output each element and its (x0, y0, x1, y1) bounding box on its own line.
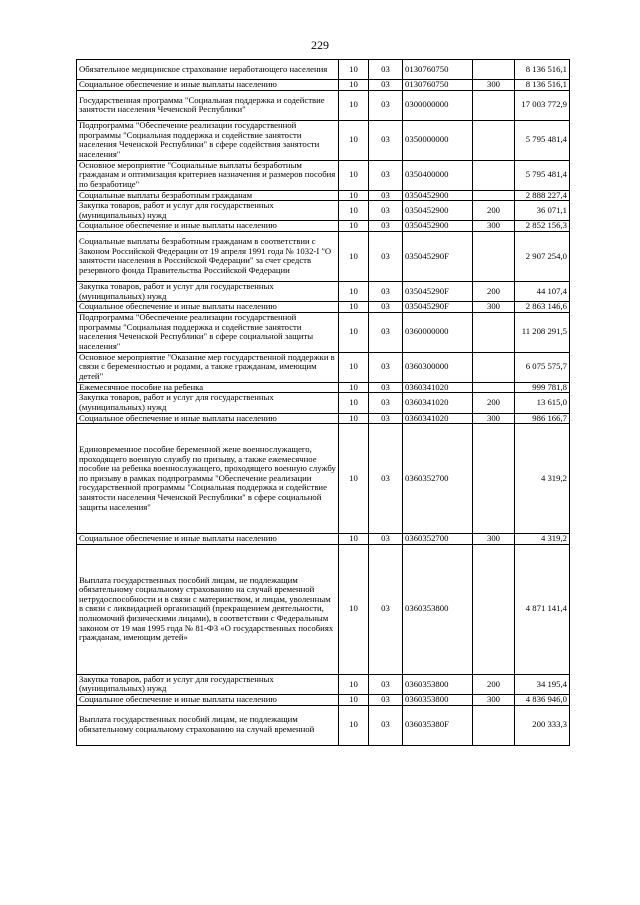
section-code-cell: 10 (339, 544, 369, 674)
subsection-code-cell: 03 (369, 80, 403, 91)
expense-type-code-cell (473, 352, 515, 382)
target-article-code-cell: 0350400000 (403, 160, 473, 190)
item-name-cell: Государственная программа "Социальная поддержка и содействие занятости населения Чеченской Республики" (77, 90, 339, 120)
subsection-code-cell: 03 (369, 302, 403, 313)
expense-type-code-cell (473, 90, 515, 120)
subsection-code-cell: 03 (369, 60, 403, 80)
amount-cell: 8 136 516,1 (515, 60, 570, 80)
amount-cell: 4 836 946,0 (515, 694, 570, 705)
expense-type-code-cell: 200 (473, 201, 515, 221)
expense-type-code-cell (473, 705, 515, 745)
item-name-cell: Социальное обеспечение и иные выплаты населению (77, 221, 339, 232)
expense-type-code-cell: 200 (473, 281, 515, 301)
subsection-code-cell: 03 (369, 221, 403, 232)
item-name-cell: Основное мероприятие "Оказание мер государственной поддержки в связи с беременностью и родами, а также гражданам, имеющим детей" (77, 352, 339, 382)
amount-cell: 36 071,1 (515, 201, 570, 221)
budget-table-body (77, 60, 570, 746)
amount-cell: 2 888 227,4 (515, 190, 570, 201)
item-name-cell: Социальное обеспечение и иные выплаты населению (77, 80, 339, 91)
section-code-cell: 10 (339, 312, 369, 352)
subsection-code-cell: 03 (369, 231, 403, 281)
expense-type-code-cell (473, 424, 515, 534)
section-code-cell: 10 (339, 80, 369, 91)
target-article-code-cell: 0360353800 (403, 674, 473, 694)
item-name-cell: Подпрограмма "Обеспечение реализации государственной программы "Социальная поддержка и содействие занятости населения Чеченской Республики" в сфере содействия занятости населения" (77, 120, 339, 160)
subsection-code-cell: 03 (369, 281, 403, 301)
section-code-cell: 10 (339, 413, 369, 424)
expense-type-code-cell (473, 544, 515, 674)
section-code-cell: 10 (339, 90, 369, 120)
amount-cell: 2 863 146,6 (515, 302, 570, 313)
section-code-cell: 10 (339, 393, 369, 413)
table-row (77, 352, 570, 382)
section-code-cell: 10 (339, 674, 369, 694)
item-name-cell: Социальное обеспечение и иные выплаты населению (77, 694, 339, 705)
target-article-code-cell: 035045290F (403, 231, 473, 281)
subsection-code-cell: 03 (369, 201, 403, 221)
amount-cell: 17 003 772,9 (515, 90, 570, 120)
target-article-code-cell: 0360341020 (403, 413, 473, 424)
table-row (77, 382, 570, 393)
subsection-code-cell: 03 (369, 382, 403, 393)
target-article-code-cell: 035045290F (403, 302, 473, 313)
item-name-cell: Социальные выплаты безработным гражданам в соответствии с Законом Российской Федерации от 19 апреля 1991 года № 1032-I "О занятости населения в Российской Федерации" за счет средств резервного фонда Правительства Российской Федерации (77, 231, 339, 281)
target-article-code-cell: 0360353800 (403, 694, 473, 705)
item-name-cell: Ежемесячное пособие на ребенка (77, 382, 339, 393)
item-name-cell: Закупка товаров, работ и услуг для государственных (муниципальных) нужд (77, 281, 339, 301)
item-name-cell: Подпрограмма "Обеспечение реализации государственной программы "Социальная поддержка и содействие занятости населения Чеченской Республики" в сфере социальной защиты населения" (77, 312, 339, 352)
table-row (77, 393, 570, 413)
table-row (77, 90, 570, 120)
item-name-cell: Социальное обеспечение и иные выплаты населению (77, 413, 339, 424)
subsection-code-cell: 03 (369, 312, 403, 352)
amount-cell: 34 195,4 (515, 674, 570, 694)
target-article-code-cell: 0360300000 (403, 352, 473, 382)
table-row (77, 281, 570, 301)
item-name-cell: Обязательное медицинское страхование неработающего населения (77, 60, 339, 80)
amount-cell: 8 136 516,1 (515, 80, 570, 91)
expense-type-code-cell: 300 (473, 221, 515, 232)
amount-cell: 13 615,0 (515, 393, 570, 413)
expense-type-code-cell (473, 312, 515, 352)
target-article-code-cell: 0360352700 (403, 424, 473, 534)
section-code-cell: 10 (339, 160, 369, 190)
subsection-code-cell: 03 (369, 120, 403, 160)
subsection-code-cell: 03 (369, 90, 403, 120)
table-row (77, 60, 570, 80)
subsection-code-cell: 03 (369, 694, 403, 705)
table-row (77, 705, 570, 745)
amount-cell: 11 208 291,5 (515, 312, 570, 352)
item-name-cell: Закупка товаров, работ и услуг для государственных (муниципальных) нужд (77, 674, 339, 694)
item-name-cell: Социальное обеспечение и иные выплаты населению (77, 302, 339, 313)
subsection-code-cell: 03 (369, 190, 403, 201)
subsection-code-cell: 03 (369, 352, 403, 382)
expense-type-code-cell (473, 231, 515, 281)
table-row (77, 413, 570, 424)
item-name-cell: Выплата государственных пособий лицам, не подлежащим обязательному социальному страхованию на случай временной нетрудоспособности и в связи с материнством, и лицам, уволенным в связи с ликвидацией организаций (прекращением деятельности, полномочий физическими лицами), в соответствии с Федеральным законом от 19 мая 1995 года № 81-ФЗ «О государственных пособиях гражданам, имеющим детей» (77, 544, 339, 674)
table-row (77, 534, 570, 545)
item-name-cell: Закупка товаров, работ и услуг для государственных (муниципальных) нужд (77, 201, 339, 221)
table-row (77, 201, 570, 221)
table-row (77, 160, 570, 190)
target-article-code-cell: 0360341020 (403, 393, 473, 413)
expense-type-code-cell (473, 120, 515, 160)
amount-cell: 999 781,8 (515, 382, 570, 393)
amount-cell: 2 852 156,3 (515, 221, 570, 232)
section-code-cell: 10 (339, 201, 369, 221)
subsection-code-cell: 03 (369, 534, 403, 545)
expense-type-code-cell (473, 160, 515, 190)
item-name-cell: Единовременное пособие беременной жене военнослужащего, проходящего военную службу по призыву, а также ежемесячное пособие на ребенка военнослужащего, проходящего военную службу по призыву в рамках подпрограммы "Обеспечение реализации государственной программы "Социальная поддержка и содействие занятости населения Чеченской Республики" в сфере социальной защиты населения" (77, 424, 339, 534)
amount-cell: 5 795 481,4 (515, 120, 570, 160)
expense-type-code-cell (473, 190, 515, 201)
table-row (77, 80, 570, 91)
subsection-code-cell: 03 (369, 544, 403, 674)
subsection-code-cell: 03 (369, 424, 403, 534)
table-row (77, 221, 570, 232)
table-row (77, 312, 570, 352)
amount-cell: 44 107,4 (515, 281, 570, 301)
subsection-code-cell: 03 (369, 393, 403, 413)
target-article-code-cell: 0130760750 (403, 60, 473, 80)
section-code-cell: 10 (339, 120, 369, 160)
table-row (77, 674, 570, 694)
subsection-code-cell: 03 (369, 674, 403, 694)
item-name-cell: Социальное обеспечение и иные выплаты населению (77, 534, 339, 545)
expense-type-code-cell: 300 (473, 694, 515, 705)
amount-cell: 986 166,7 (515, 413, 570, 424)
section-code-cell: 10 (339, 231, 369, 281)
section-code-cell: 10 (339, 705, 369, 745)
expense-type-code-cell: 300 (473, 302, 515, 313)
target-article-code-cell: 0350452900 (403, 190, 473, 201)
section-code-cell: 10 (339, 190, 369, 201)
item-name-cell: Социальные выплаты безработным гражданам (77, 190, 339, 201)
table-row (77, 231, 570, 281)
table-row (77, 120, 570, 160)
subsection-code-cell: 03 (369, 160, 403, 190)
section-code-cell: 10 (339, 281, 369, 301)
target-article-code-cell: 0300000000 (403, 90, 473, 120)
budget-table (76, 59, 570, 746)
target-article-code-cell: 0350000000 (403, 120, 473, 160)
subsection-code-cell: 03 (369, 705, 403, 745)
item-name-cell: Основное мероприятие "Социальные выплаты безработным гражданам и оптимизация критериев назначения и размеров пособия по безработице" (77, 160, 339, 190)
target-article-code-cell: 0360353800 (403, 544, 473, 674)
target-article-code-cell: 0350452900 (403, 201, 473, 221)
subsection-code-cell: 03 (369, 413, 403, 424)
target-article-code-cell: 0360341020 (403, 382, 473, 393)
table-row (77, 694, 570, 705)
section-code-cell: 10 (339, 302, 369, 313)
table-row (77, 424, 570, 534)
item-name-cell: Закупка товаров, работ и услуг для государственных (муниципальных) нужд (77, 393, 339, 413)
expense-type-code-cell: 300 (473, 413, 515, 424)
section-code-cell: 10 (339, 534, 369, 545)
amount-cell: 5 795 481,4 (515, 160, 570, 190)
amount-cell: 6 075 575,7 (515, 352, 570, 382)
target-article-code-cell: 0130760750 (403, 80, 473, 91)
table-row (77, 302, 570, 313)
amount-cell: 4 871 141,4 (515, 544, 570, 674)
section-code-cell: 10 (339, 694, 369, 705)
section-code-cell: 10 (339, 60, 369, 80)
amount-cell: 4 319,2 (515, 534, 570, 545)
target-article-code-cell: 0360352700 (403, 534, 473, 545)
target-article-code-cell: 0360000000 (403, 312, 473, 352)
page-number: 229 (311, 38, 329, 52)
amount-cell: 4 319,2 (515, 424, 570, 534)
expense-type-code-cell: 300 (473, 80, 515, 91)
amount-cell: 200 333,3 (515, 705, 570, 745)
section-code-cell: 10 (339, 221, 369, 232)
amount-cell: 2 907 254,0 (515, 231, 570, 281)
expense-type-code-cell: 200 (473, 393, 515, 413)
item-name-cell: Выплата государственных пособий лицам, не подлежащим обязательному социальному страхованию на случай временной (77, 705, 339, 745)
expense-type-code-cell (473, 60, 515, 80)
target-article-code-cell: 036035380F (403, 705, 473, 745)
expense-type-code-cell: 200 (473, 674, 515, 694)
expense-type-code-cell: 300 (473, 534, 515, 545)
target-article-code-cell: 035045290F (403, 281, 473, 301)
expense-type-code-cell (473, 382, 515, 393)
section-code-cell: 10 (339, 382, 369, 393)
table-row (77, 544, 570, 674)
table-row (77, 190, 570, 201)
section-code-cell: 10 (339, 352, 369, 382)
section-code-cell: 10 (339, 424, 369, 534)
target-article-code-cell: 0350452900 (403, 221, 473, 232)
